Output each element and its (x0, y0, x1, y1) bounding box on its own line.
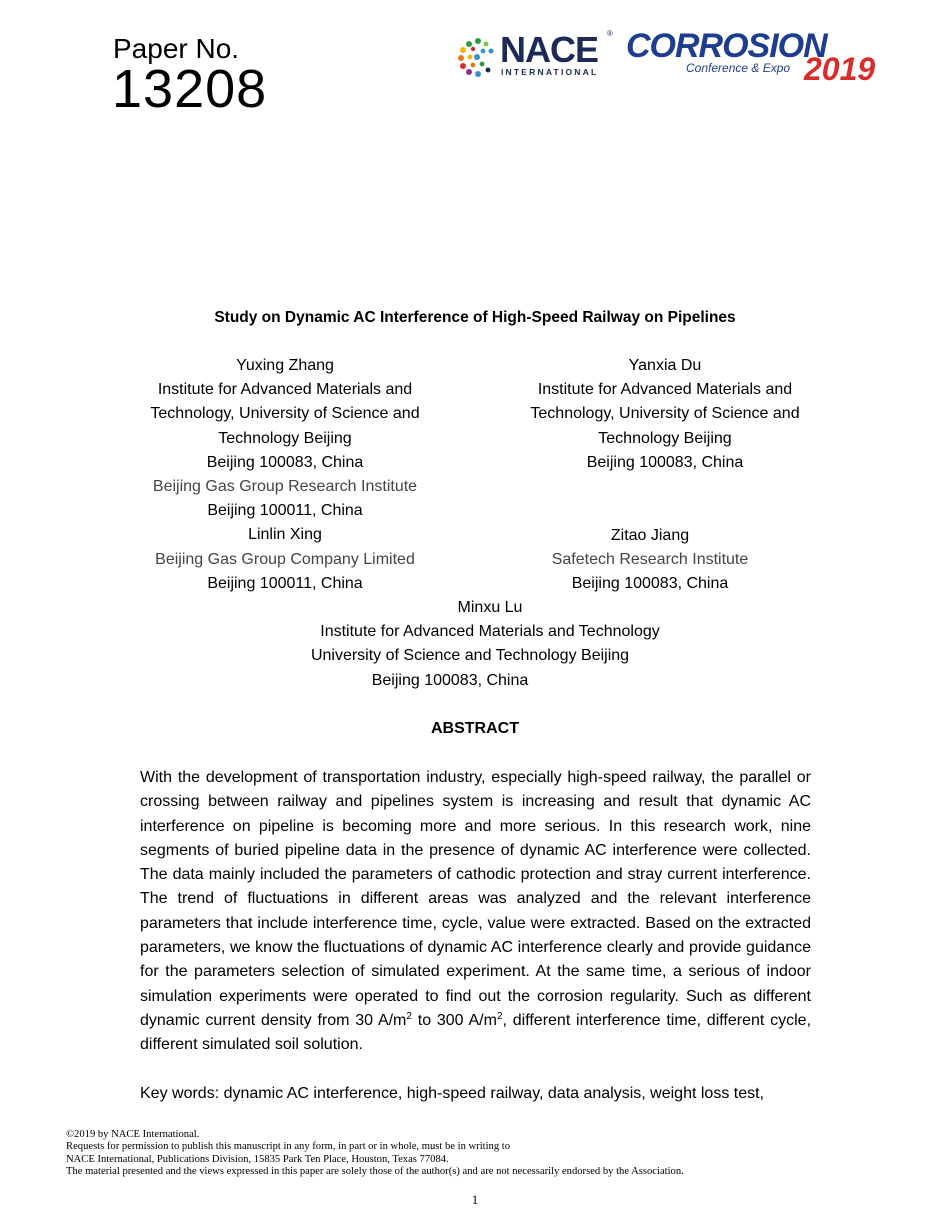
superscript: 2 (406, 1010, 412, 1022)
registered-mark: ® (607, 29, 613, 38)
author-affiliation: Technology, University of Science and (150, 405, 420, 423)
author-address: Beijing 100011, China (207, 502, 363, 520)
copyright-footer (66, 1129, 684, 1179)
author-affiliation: Institute for Advanced Materials and (537, 381, 793, 399)
footer-line: NACE International, Publications Division, 15835 Park Ten Place, Houston, Texas 77084. (66, 1153, 449, 1165)
author-name: Yanxia Du (628, 357, 702, 374)
keywords: Key words: dynamic AC interference, high-speed railway, data analysis, weight loss test, (140, 1085, 764, 1102)
authors-left-column (120, 354, 450, 596)
author-address: Beijing 100011, China (207, 574, 363, 592)
author-address: Beijing 100083, China (206, 453, 364, 471)
author-affiliation: Safetech Research Institute (551, 551, 749, 569)
author-affiliation: Beijing Gas Group Research Institute (152, 478, 418, 496)
author-affiliation: Institute for Advanced Materials and (157, 381, 413, 399)
author-affiliation: Technology, University of Science and (530, 405, 800, 423)
superscript: 2 (496, 1010, 503, 1022)
abstract-text: With the development of transportation industry, especially high-speed railway, the parallel or crossing between railway and pipelines system is increasing and result that dynamic AC interference on pipeline is becoming more and more serious. In this research work, nine segments of buried pipeline data in the presence of dynamic AC interference were collected. The data mainly included the parameters of cathodic protection and stray current interference. The trend of fluctuations in different areas was analyzed and the relevant interference parameters that include interference time, cycle, value were extracted. Based on the extracted parameters, we know the fluctuations of dynamic AC interference clearly and provide guidance for the parameters selection of simulated experiment. At the same time, a serious of indoor simulation experiments were operated to find out the corrosion regularity. Such as different dynamic current density from 30 A/m (140, 769, 811, 1029)
author-address: Beijing 100083, China (586, 453, 744, 471)
author-name: Yuxing Zhang (236, 357, 334, 374)
abstract-body (140, 766, 811, 1058)
paper-number-label: Paper No. (113, 33, 240, 64)
paper-title: Study on Dynamic AC Interference of High-Speed Railway on Pipelines (214, 309, 736, 326)
nace-logo-subtitle: INTERNATIONAL (501, 67, 599, 77)
footer-line: The material presented and the views expressed in this paper are solely those of the author(s) and are not necessarily endorsed by the Association. (66, 1166, 684, 1178)
authors-right-column-2 (485, 524, 815, 597)
corrosion-logo-word: CORROSION (626, 27, 827, 65)
author-affiliation: Beijing Gas Group Company Limited (155, 550, 415, 568)
nace-logo-text: NACE (500, 29, 599, 70)
author-name: Minxu Lu (457, 599, 523, 616)
corrosion-logo-subtitle: Conference & Expo (686, 61, 791, 75)
page-number: 1 (471, 1192, 479, 1207)
author-affiliation: Institute for Advanced Materials and Technology (320, 623, 660, 641)
nace-emblem-icon (455, 36, 499, 78)
corrosion-logo-year: 2019 (804, 51, 876, 87)
footer-line: ©2019 by NACE International. (66, 1129, 200, 1140)
author-affiliation: University of Science and Technology Beijing (310, 647, 630, 665)
author-affiliation: Technology Beijing (218, 429, 352, 447)
abstract-heading: ABSTRACT (431, 720, 519, 737)
author-name: Zitao Jiang (610, 527, 690, 544)
footer-line: Requests for permission to publish this manuscript in any form, in part or in whole, must be in writing to (66, 1141, 511, 1153)
author-address: Beijing 100083, China (571, 575, 729, 593)
author-affiliation: Technology Beijing (598, 429, 732, 447)
paper-number-value: 13208 (112, 59, 268, 119)
author-address: Beijing 100083, China (371, 671, 529, 689)
author-name: Linlin Xing (248, 526, 322, 544)
authors-center-block (280, 596, 700, 693)
abstract-text: , different interference time, different cycle, different simulated soil solution. (140, 1011, 812, 1054)
abstract-text: to 300 A/m (411, 1011, 497, 1029)
authors-right-column (500, 354, 830, 475)
